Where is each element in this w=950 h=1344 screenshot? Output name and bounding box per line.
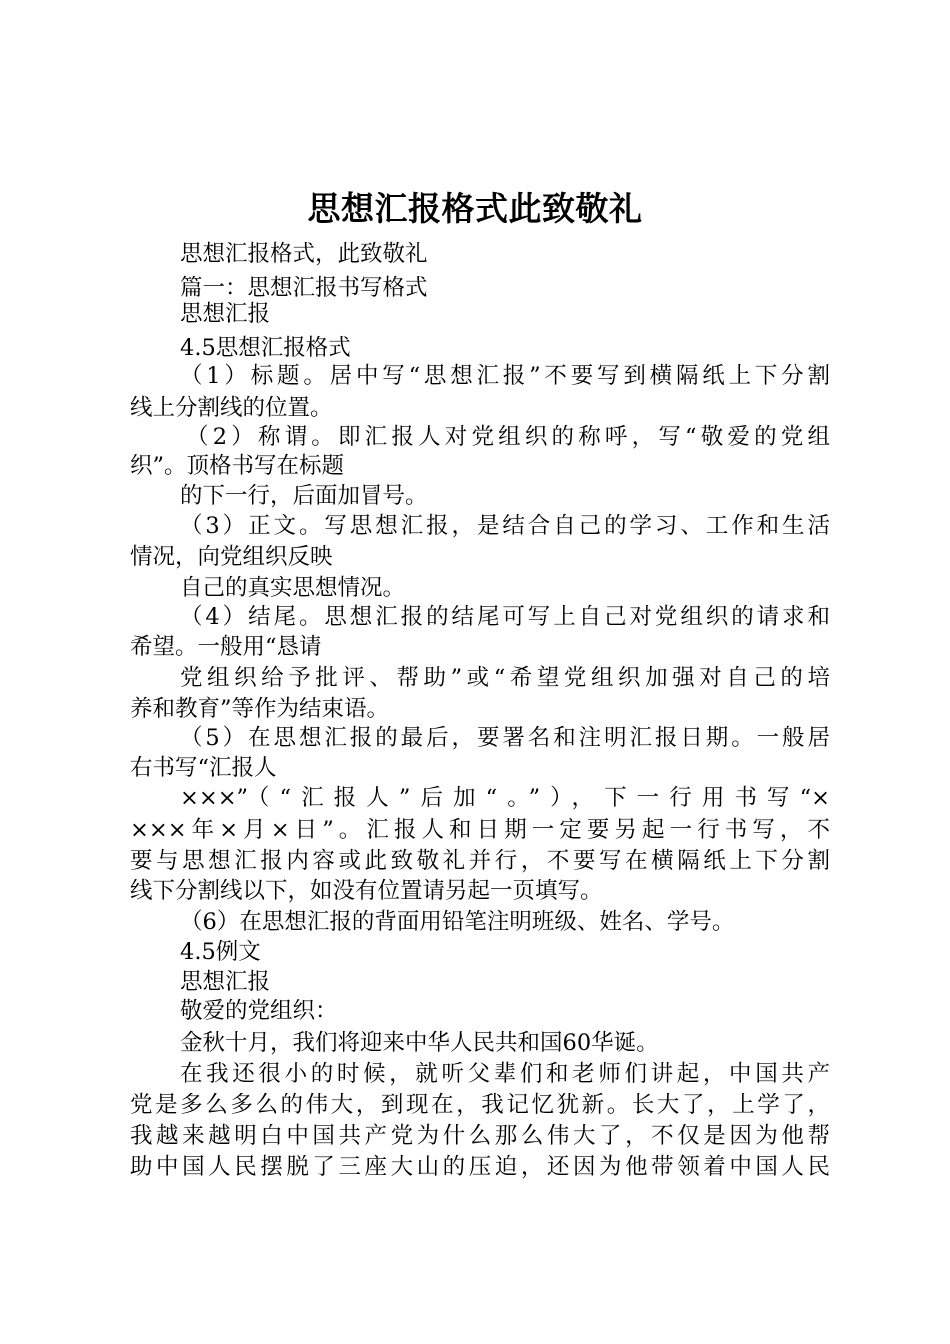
text-line: 情况，向党组织反映 bbox=[130, 544, 333, 570]
text-line: 希望。一般用“恳请 bbox=[130, 634, 322, 660]
text-line: 敬爱的党组织： bbox=[180, 998, 338, 1024]
text-line: 思想汇报 bbox=[180, 969, 271, 995]
text-line: 4.5思想汇报格式 bbox=[180, 335, 351, 361]
text-line: 我越来越明白中国共产党为什么那么伟大了，不仅是因为他帮 bbox=[130, 1123, 830, 1149]
text-line: 篇一：思想汇报书写格式 bbox=[180, 275, 428, 301]
text-line: 在我还很小的时候，就听父辈们和老师们讲起，中国共产 bbox=[180, 1061, 830, 1087]
text-line: 思想汇报格式，此致敬礼 bbox=[180, 241, 428, 267]
text-line: 线下分割线以下，如没有位置请另起一页填写。 bbox=[130, 878, 603, 904]
text-line: 织”。顶格书写在标题 bbox=[130, 453, 345, 479]
text-line: 助中国人民摆脱了三座大山的压迫，还因为他带领着中国人民 bbox=[130, 1154, 830, 1180]
text-line: 右书写“汇报人 bbox=[130, 755, 277, 781]
text-line: 4.5例文 bbox=[180, 939, 261, 965]
text-line: ×××”（“汇报人”后加“。”），下一行用书写“× bbox=[180, 785, 830, 811]
text-line: 自己的真实思想情况。 bbox=[180, 575, 406, 601]
text-line: 党组织给予批评、帮助”或“希望党组织加强对自己的培 bbox=[180, 665, 830, 691]
text-line: 金秋十月，我们将迎来中华人民共和国60华诞。 bbox=[180, 1030, 659, 1056]
text-line: （1）标题。居中写“思想汇报”不要写到横隔纸上下分割 bbox=[180, 363, 830, 389]
text-line: （3）正文。写思想汇报，是结合自己的学习、工作和生活 bbox=[180, 513, 830, 539]
text-line: （4）结尾。思想汇报的结尾可写上自己对党组织的请求和 bbox=[180, 604, 830, 630]
text-line: 养和教育”等作为结束语。 bbox=[130, 696, 390, 722]
text-line: 线上分割线的位置。 bbox=[130, 395, 333, 421]
text-line: （6）在思想汇报的背面用铅笔注明班级、姓名、学号。 bbox=[180, 909, 735, 935]
text-line: 思想汇报 bbox=[180, 301, 271, 327]
text-line: ×××年×月×日”。汇报人和日期一定要另起一行书写，不 bbox=[130, 817, 830, 843]
text-line: 党是多么多么的伟大，到现在，我记忆犹新。长大了，上学了， bbox=[130, 1092, 830, 1118]
text-line: （2）称谓。即汇报人对党组织的称呼，写“敬爱的党组 bbox=[186, 424, 830, 450]
document-title: 思想汇报格式此致敬礼 bbox=[307, 189, 643, 228]
text-line: 的下一行，后面加冒号。 bbox=[180, 483, 428, 509]
text-line: （5）在思想汇报的最后，要署名和注明汇报日期。一般居 bbox=[180, 725, 830, 751]
text-line: 要与思想汇报内容或此致敬礼并行，不要写在横隔纸上下分割 bbox=[130, 848, 830, 874]
